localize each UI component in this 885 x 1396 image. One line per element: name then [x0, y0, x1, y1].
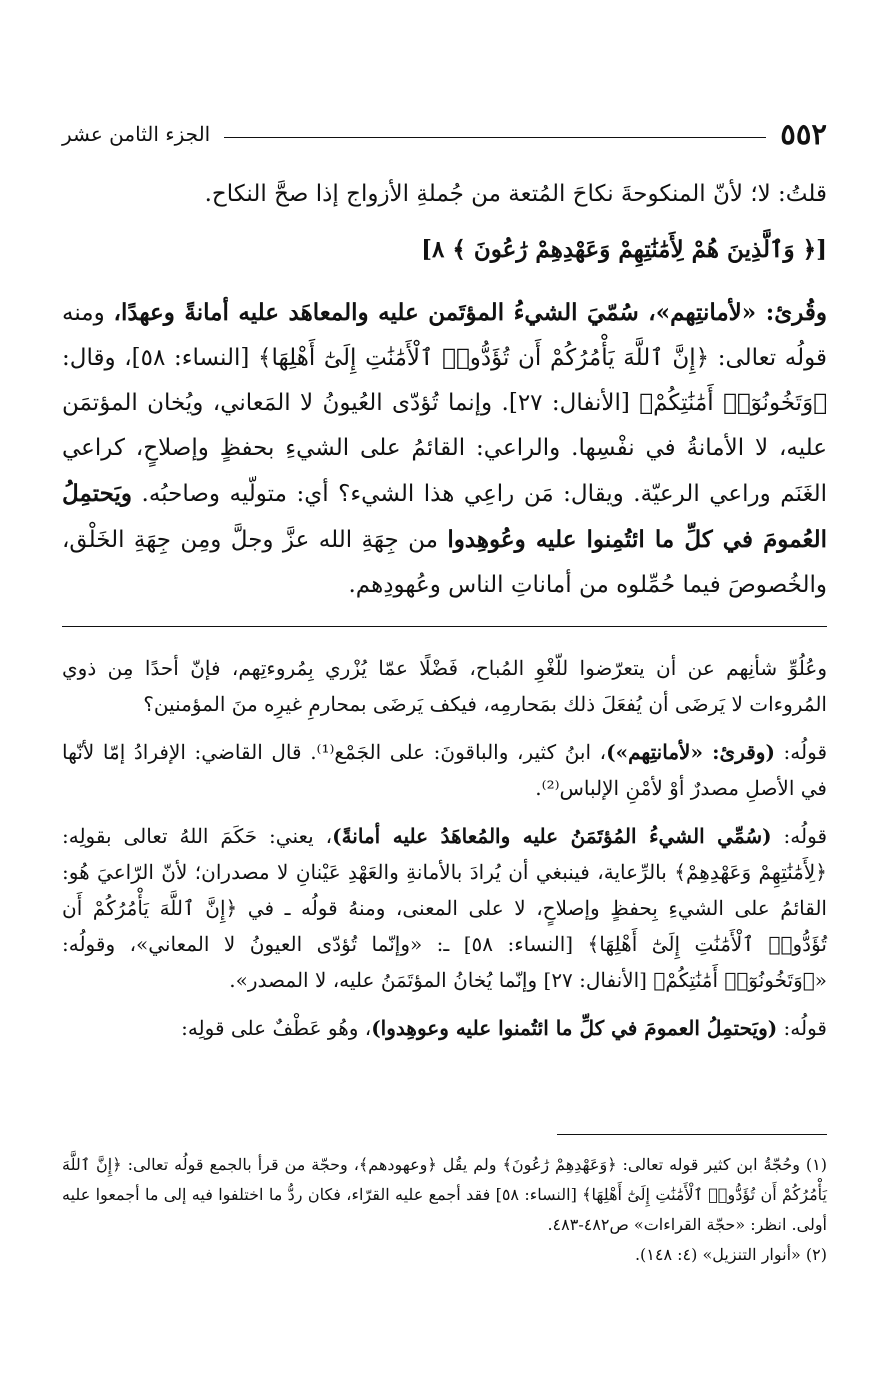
main-text — [62, 172, 827, 608]
commentary-paragraph-3 — [62, 818, 827, 998]
header-rule — [224, 137, 766, 138]
commentary-3-lead: قولُه: — [771, 824, 827, 848]
main-paragraph-2-lead: وقُرئ: «لأمانتِهم»، سُمّيَ الشيءُ المؤتَمن عليه والمعاهَد عليه أمانةً وعهدًا، — [113, 299, 827, 326]
commentary-paragraph-1: وعُلُوِّ شأنِهم عن أن يتعرّضوا للّغْوِ المُباح، فَضْلًا عمّا يُزْري بِمُروءتِهم، فإنّ أحدًا مِن ذوي المُروءات لا يَرضَى أن يُفعَلَ ذلك بمَحارمِه، فيكف يَرضَى بمحارمِ غيرِه منَ المؤمنين؟ — [62, 656, 827, 716]
section-divider — [62, 626, 827, 627]
commentary-paragraph-2 — [62, 734, 827, 806]
commentary-2-lead: قولُه: — [774, 740, 828, 764]
quran-verse-heading: [﴿ وَٱلَّذِينَ هُمْ لِأَمَٰنَٰتِهِمْ وَعَهْدِهِمْ رَٰعُونَ ﴾ ٨] — [421, 236, 827, 263]
footnote-rule — [557, 1134, 827, 1135]
commentary-paragraph-4 — [62, 1010, 827, 1046]
page-number: ٥٥٢ — [780, 117, 827, 151]
commentary-2-rest: ، ابنُ كثير، والباقونَ: على الجَمْع⁽¹⁾. قال القاضي: الإفرادُ إمّا لأنّها في الأصلِ مصدرٌ أوْ لأمْنِ الإلباس⁽²⁾. — [62, 740, 827, 800]
commentary-4-lead: قولُه: — [777, 1016, 827, 1040]
running-title: الجزء الثامن عشر — [62, 122, 211, 146]
page-header — [62, 110, 827, 158]
main-paragraph-2 — [62, 290, 827, 608]
commentary-4-quote: (ويَحتمِلُ العمومَ في كلِّ ما ائتُمنوا عليه وعوهِدوا) — [371, 1016, 778, 1040]
commentary-2-quote: (وقرئ: «لأمانتِهم») — [606, 740, 775, 764]
commentary-3-quote: (سُمِّي الشيءُ المُؤتَمَنُ عليه والمُعاهَدُ عليه أمانةً) — [332, 824, 772, 848]
main-paragraph-2-rest: ومنه قولُه تعالى: ﴿إِنَّ ٱللَّهَ يَأْمُرُكُمْ أَن تُؤَدُّوا۟ ٱلْأَمَٰنَٰتِ إِلَىٰٓ أَهْلِهَا﴾ [النساء: ٥٨]، وقال: ﴿وَتَخُونُوٓا۟ أَمَٰنَٰتِكُمْ﴾ [الأنفال: ٢٧]. وإنما تُؤدّى العُيونُ لا المَعاني، ويُخان المؤتمَن عليه، لا الأمانةُ في نفْسِها. والراعي: القائمُ على الشيءِ بحفظٍ وإصلاحٍ، كراعي الغَنَم وراعي الرعيّة. ويقال: مَن راعِي هذا الشيء؟ أي: متولّيه وصاحبُه. — [62, 300, 828, 507]
commentary-text — [62, 650, 827, 1058]
footnote-2: (٢) «أنوار التنزيل» (٤: ١٤٨). — [634, 1245, 827, 1264]
footnote-1: (١) وحُجّةُ ابن كثير قوله تعالى: ﴿وَعَهْدِهِمْ رَٰعُونَ﴾ ولم يقُل ﴿وعهودهم﴾، وحجّة من قرأ بالجمع قولُه تعالى: ﴿إِنَّ ٱللَّهَ يَأْمُرُكُمْ أَن تُؤَدُّوا۟ ٱلْأَمَٰنَٰتِ إِلَىٰٓ أَهْلِهَا﴾ [النساء: ٥٨] فقد أجمع عليه القرّاء، فكان ردُّ ما اختلفوا فيه إلى ما أجمعوا عليه أولى. انظر: «حجّة القراءات» ص٤٨٢-٤٨٣. — [62, 1155, 827, 1234]
commentary-3-rest: ، يعني: حَكَمَ اللهُ تعالى بقولِه: ﴿لِأَمَٰنَٰتِهِمْ وَعَهْدِهِمْ﴾ بالرِّعاية، فينبغي أن يُرادَ بالأمانةِ والعَهْدِ عَيْنانِ لا مصدران؛ لأنّ الرّاعيَ هُو: القائمُ على الشيءِ بِحفظٍ وإصلاحٍ، لا على المعنى، ومنهُ قولُه ـ في ﴿إِنَّ ٱللَّهَ يَأْمُرُكُمْ أَن تُؤَدُّوا۟ ٱلْأَمَٰنَٰتِ إِلَىٰٓ أَهْلِهَا﴾ [النساء: ٥٨] ـ: «وإنّما تُؤدّى العيونُ لا المعاني»، وقولُه: «﴿وَتَخُونُوٓا۟ أَمَٰنَٰتِكُمْ﴾ [الأنفال: ٢٧] وإنّما يُخانُ المؤتَمَنُ عليه، لا المصدر». — [62, 824, 827, 992]
main-paragraph-1: قلتُ: لا؛ لأنّ المنكوحةَ نكاحَ المُتعة من جُملةِ الأزواج إذا صحَّ النكاح. — [204, 181, 827, 207]
main-paragraph-2-tail: من جِهَةِ الله عزَّ وجلَّ ومِن جِهَةِ الخَلْق، والخُصوصَ فيما حُمِّلوه من أماناتِ الناس وعُهودِهم. — [62, 527, 827, 598]
commentary-4-rest: ، وهُو عَطْفٌ على قولِه: — [181, 1016, 372, 1040]
main-paragraph-2-bold: ويَحتمِلُ العُمومَ في كلِّ ما ائتُمِنوا عليه وعُوهِدوا — [62, 480, 827, 553]
footnotes — [62, 1150, 827, 1270]
book-page — [62, 0, 827, 1396]
